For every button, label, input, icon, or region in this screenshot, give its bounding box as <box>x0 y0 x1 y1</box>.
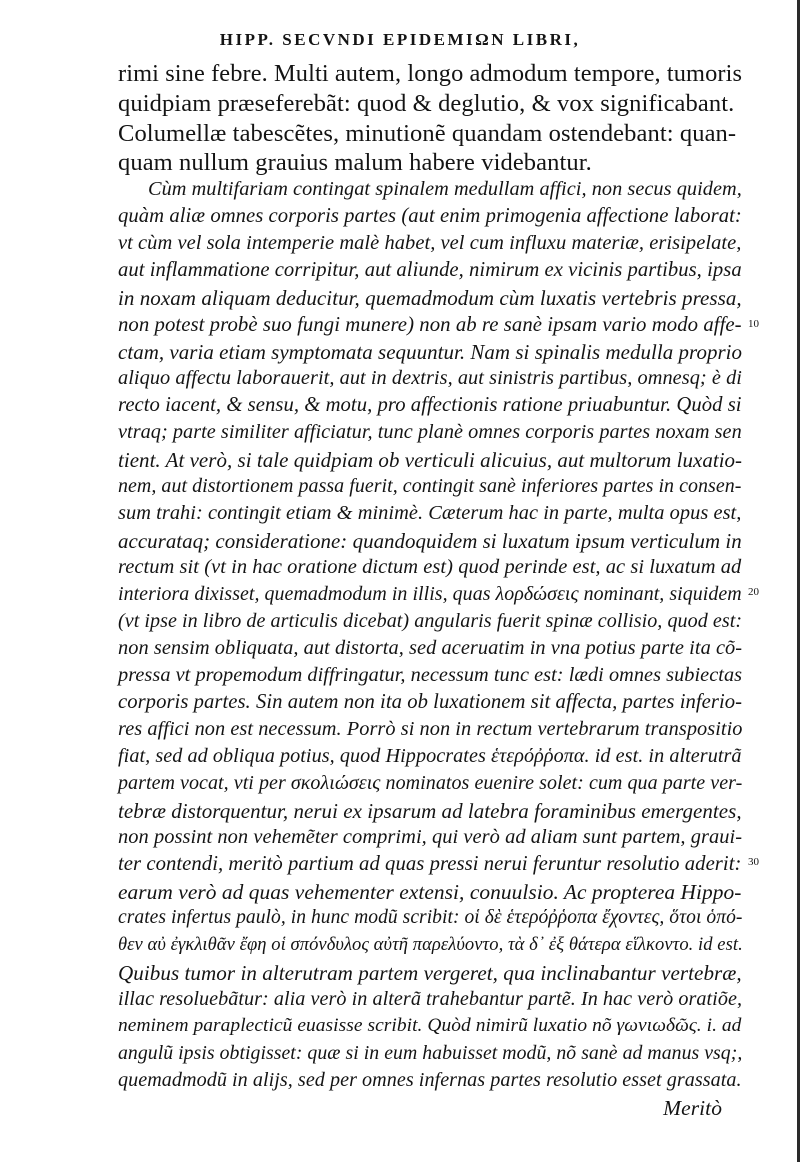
paragraph-first-line: Cùm multifariam contingat spinalem medullam affici, non secus quidem, <box>148 178 742 200</box>
line-number-margin: 10 <box>748 318 759 330</box>
text-line: pressa vt propemodum diffringatur, necessum tunc est: lædi omnes subiectas <box>118 664 743 686</box>
text-line: θεν αὐ ἐγκλιθᾶν ἔφη οἱ σπόνδυλος αὐτῆ παρελύοντο, τὰ δ᾽ ἐξ θάτερα εἵλκοντο. id est. <box>118 934 743 955</box>
text-line: neminem paraplecticũ euasisse scribit. Quòd nimirũ luxatio nõ γωνιωδῶς. i. ad <box>118 1015 742 1036</box>
text-line: sum trahi: contingit etiam & minimè. Cæterum hac in parte, multa opus est, <box>118 502 742 524</box>
text-line: accurataq; consideratione: quandoquidem si luxatum ipsum verticulum in <box>118 529 742 553</box>
text-line: vt cùm vel sola intemperie malè habet, vel cum influxu materiæ, erisipelate, <box>118 232 742 254</box>
text-line: ctam, varia etiam symptomata sequuntur. Nam si spinalis medulla proprio <box>118 340 743 364</box>
text-line: quemadmodũ in alijs, sed per omnes infernas partes resolutio esset grassata. <box>118 1069 742 1091</box>
text-line: Columellæ tabescẽtes, minutionẽ quandam ostendebant: quan- <box>118 120 737 147</box>
text-line: tient. At verò, si tale quidpiam ob verticuli alicuius, aut multorum luxatio- <box>118 448 743 472</box>
text-line: illac resoluebãtur: alia verò in alterã trahebantur partẽ. In hac verò oratiõe, <box>118 988 743 1010</box>
text-line: Quibus tumor in alterutram partem vergeret, qua inclinabantur vertebræ, <box>118 961 742 985</box>
text-line: crates infertus paulò, in hunc modũ scribit: οἱ δὲ ἑτερόῤῥοπα ἔχοντες, ὅτοι ὁπό- <box>118 907 743 928</box>
text-line: recto iacent, & sensu, & motu, pro affectionis ratione priuabuntur. Quòd si <box>118 394 742 416</box>
text-line: non potest probè suo fungi munere) non ab re sanè ipsam vario modo affe- <box>118 313 742 336</box>
text-line: rectum sit (vt in hac oratione dictum est) quod perinde est, ac si luxatum ad <box>118 556 742 578</box>
text-line: quam nullum grauius malum habere videbantur. <box>118 149 592 176</box>
text-line: non sensim obliquata, aut distorta, sed aceruatim in vna potius parte ita cõ- <box>118 637 743 659</box>
catchword: Meritò <box>663 1096 722 1120</box>
text-line: partem vocat, vti per σκολιώσεις nominatos euenire solet: cum qua parte ver- <box>118 772 743 794</box>
text-line: quidpiam præseferebãt: quod & deglutio, & vox significabant. <box>118 90 735 117</box>
text-line: ter contendi, meritò partium ad quas pressi nerui feruntur resolutio aderit: <box>118 853 742 875</box>
text-line: tebræ distorquentur, nerui ex ipsarum ad latebra foraminibus emergentes, <box>118 799 742 823</box>
text-line: vtraq; parte similiter afficiatur, tunc planè omnes corporis partes noxam sen <box>118 421 742 443</box>
text-line: nem, aut distortionem passa fuerit, contingit sanè inferiores partes in consen- <box>118 475 742 497</box>
text-line: earum verò ad quas vehementer extensi, conuulsio. Ac propterea Hippo- <box>118 880 742 904</box>
text-line: corporis partes. Sin autem non ita ob luxationem sit affecta, partes inferio- <box>118 691 743 713</box>
text-line: quàm aliæ omnes corporis partes (aut enim primogenia affectione laborat: <box>118 205 742 227</box>
text-line: angulũ ipsis obtigisset: quæ si in eum habuisset modũ, nõ sanè ad manus vsq;, <box>118 1042 743 1064</box>
text-line: (vt ipse in libro de articulis dicebat) angularis fuerit spinæ collisio, quod est: <box>118 610 743 632</box>
text-line: in noxam aliquam deducitur, quemadmodum cùm luxatis vertebris pressa, <box>118 286 742 310</box>
text-line: res affici non est necessum. Porrò si non in rectum vertebrarum transpositio <box>118 718 743 740</box>
text-line: non possint non vehemẽter comprimi, qui verò ad aliam sunt partem, graui- <box>118 826 743 848</box>
text-line: aliquo affectu laborauerit, aut in dextris, aut sinistris partibus, omnesq; è di <box>118 367 742 389</box>
text-line: fiat, sed ad obliqua potius, quod Hippocrates ἑτερόῤῥοπα. id est. in alterutrã <box>118 745 742 767</box>
text-line: aut inflammatione corripitur, aut aliunde, nimirum ex vicinis partibus, ipsa <box>118 259 742 281</box>
text-line: interiora dixisset, quemadmodum in illis, quas λορδώσεις nominant, siquidem <box>118 583 742 605</box>
text-line: rimi sine febre. Multi autem, longo admodum tempore, tumoris <box>118 60 743 87</box>
line-number-margin: 20 <box>748 586 759 598</box>
line-number-margin: 30 <box>748 856 759 868</box>
running-head: HIPP. SECVNDI EPIDEMIΩN LIBRI, <box>219 30 581 49</box>
